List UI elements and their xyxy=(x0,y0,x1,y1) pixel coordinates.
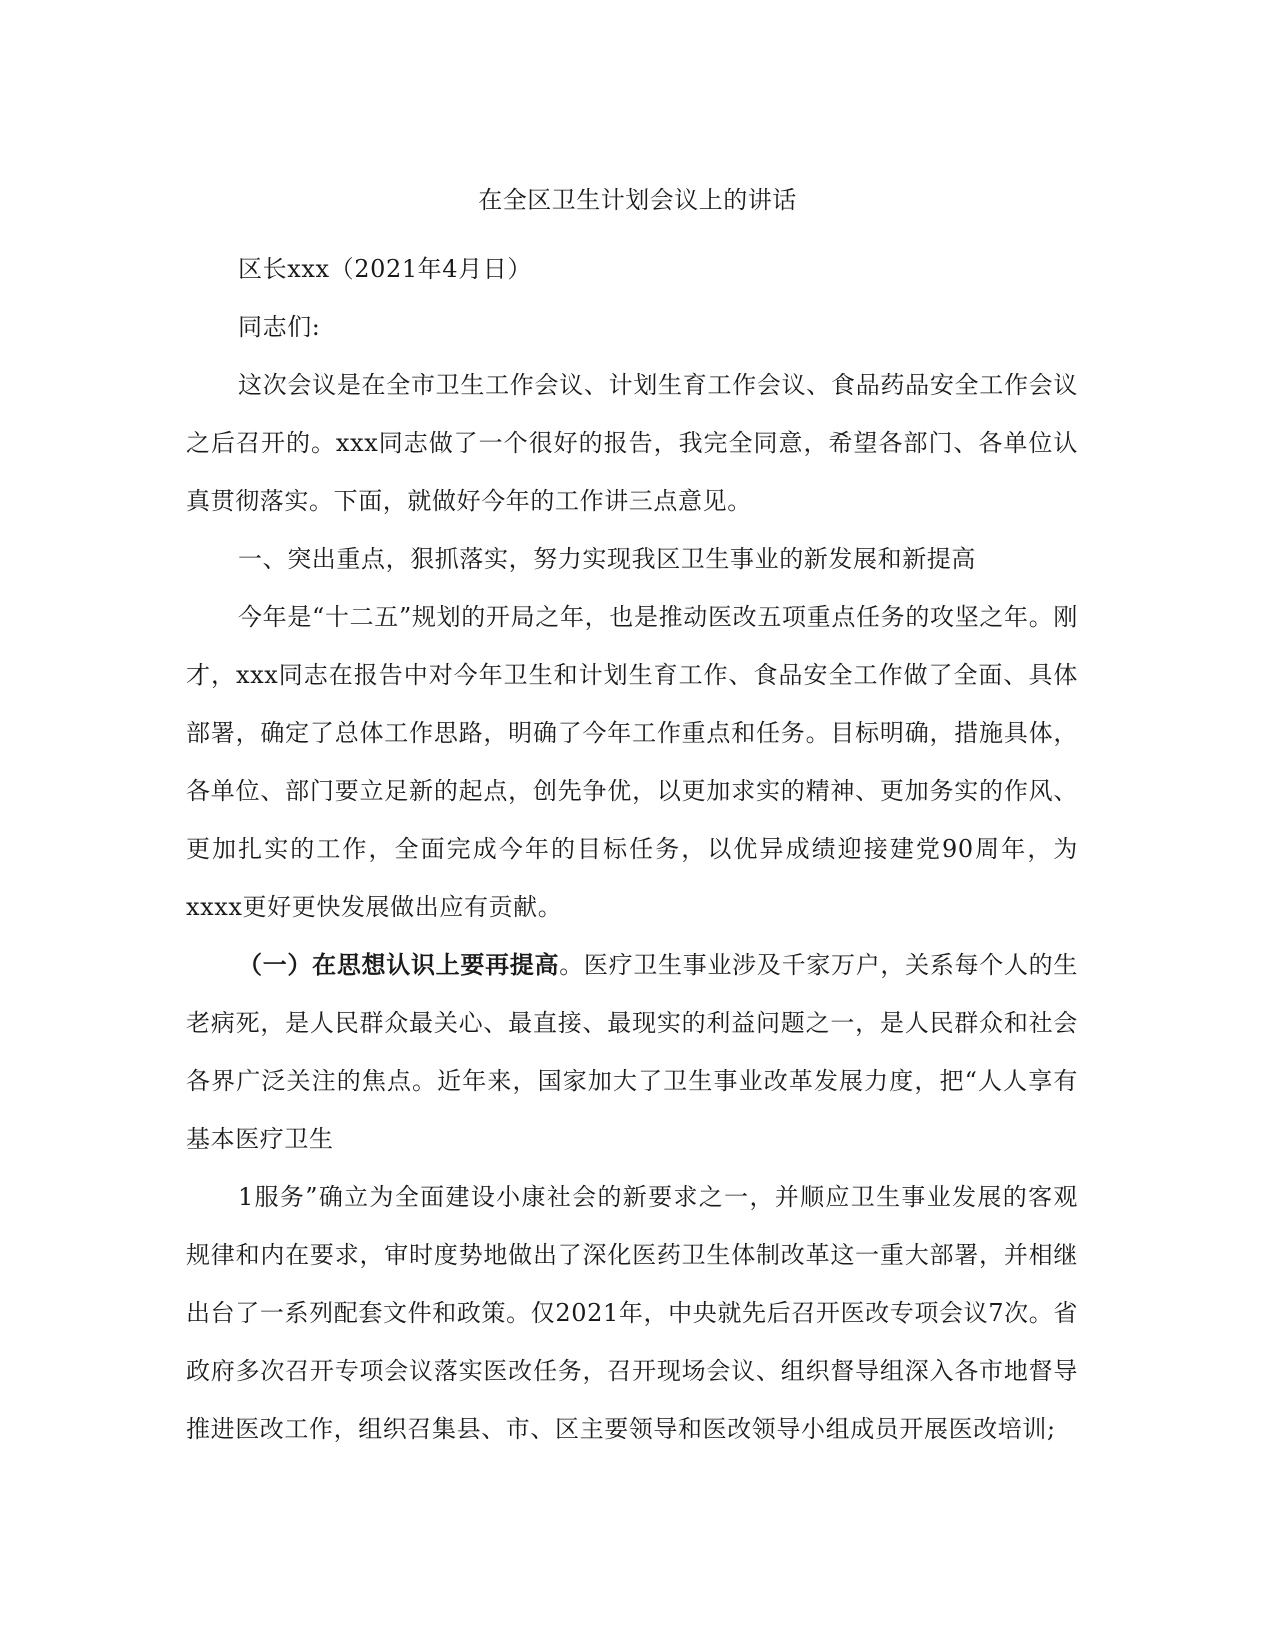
document-body xyxy=(186,240,1078,1458)
salutation: 同志们: xyxy=(238,313,321,341)
paragraph-subsection-1 xyxy=(186,936,1078,1168)
document-title: 在全区卫生计划会议上的讲话 xyxy=(478,186,797,214)
section-heading-1: 一、突出重点，狠抓落实，努力实现我区卫生事业的新发展和新提高 xyxy=(238,545,976,573)
subsection-text: 。医疗卫生事业涉及千家万户，关系每个人的生老病死，是人民群众最关心、最直接、最现实的利益问题之一，是人民群众和社会各界广泛关注的焦点。近年来，国家加大了卫生事业改革发展力度，把“人人享有基本医疗卫生 xyxy=(186,951,1078,1153)
byline: 区长xxx（2021年4月日） xyxy=(238,255,532,283)
paragraph-reform: 1服务”确立为全面建设小康社会的新要求之一，并顺应卫生事业发展的客观规律和内在要求，审时度势地做出了深化医药卫生体制改革这一重大部署，并相继出台了一系列配套文件和政策。仅2021年，中央就先后召开医改专项会议7次。省政府多次召开专项会议落实医改任务，召开现场会议、组织督导组深入各市地督导推进医改工作，组织召集县、市、区主要领导和医改领导小组成员开展医改培训; xyxy=(186,1183,1078,1443)
paragraph-intro: 这次会议是在全市卫生工作会议、计划生育工作会议、食品药品安全工作会议之后召开的。xxx同志做了一个很好的报告，我完全同意，希望各部门、各单位认真贯彻落实。下面，就做好今年的工作讲三点意见。 xyxy=(186,371,1078,515)
paragraph-overview: 今年是“十二五”规划的开局之年，也是推动医改五项重点任务的攻坚之年。刚才，xxx同志在报告中对今年卫生和计划生育工作、食品安全工作做了全面、具体部署，确定了总体工作思路，明确了今年工作重点和任务。目标明确，措施具体，各单位、部门要立足新的起点，创先争优，以更加求实的精神、更加务实的作风、更加扎实的工作，全面完成今年的目标任务，以优异成绩迎接建党90周年，为xxxx更好更快发展做出应有贡献。 xyxy=(186,603,1078,921)
subsection-heading: （一）在思想认识上要再提高 xyxy=(238,950,560,979)
